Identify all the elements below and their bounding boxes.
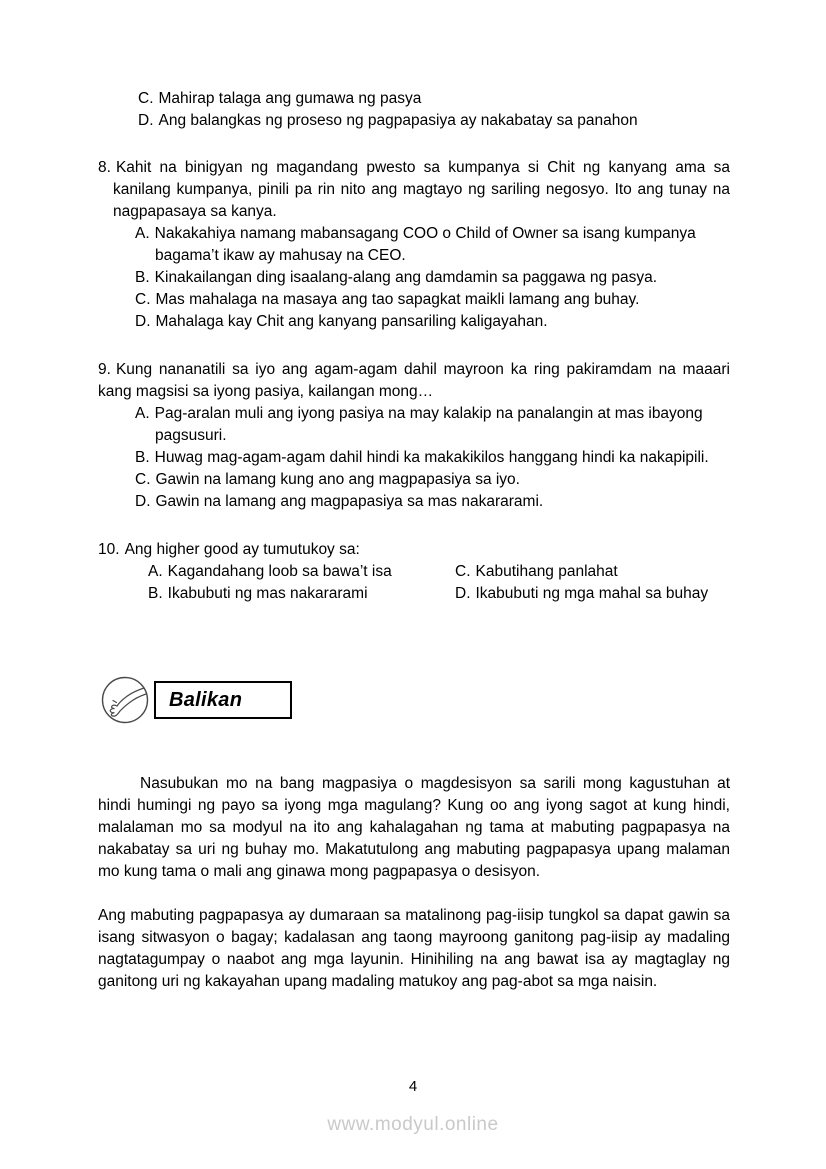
option-text: Ikabubuti ng mga mahal sa buhay xyxy=(475,585,709,602)
option-text: Kinakailangan ding isaalang-alang ang damdamin sa paggawa ng pasya. xyxy=(154,269,658,286)
question7-options xyxy=(138,88,730,132)
option-label: C. xyxy=(138,90,154,107)
option-text: Kabutihang panlahat xyxy=(475,563,618,580)
option-row xyxy=(455,561,730,583)
option-text: Gawin na lamang ang magpapasiya sa mas nakararami. xyxy=(155,493,544,510)
option-row xyxy=(455,583,730,605)
option-text: Mahalaga kay Chit ang kanyang pansariling kaligayahan. xyxy=(155,313,548,330)
option-row xyxy=(135,491,730,513)
option-text: Ang balangkas ng proseso ng pagpapasiya ay nakabatay sa panahon xyxy=(158,112,638,129)
option-label: C. xyxy=(135,471,151,488)
question-number: 10. xyxy=(98,541,120,558)
option-row xyxy=(138,110,730,132)
paragraph-1: Nasubukan mo na bang magpasiya o magdesisyon sa sarili mong kagustuhan at hindi humingi ng payo sa iyong mga magulang? Kung oo ang iyong sagot at kung hindi, malalaman mo sa modyul na ito ang kahalagahan ng tama at mabuting pagpapasya na nakabatay sa uri ng buhay mo. Makatutulong ang mabuting pagpapasya upang malaman mo kung tama o mali ang ginawa mong pagpapasya o desisyon. xyxy=(98,775,730,880)
option-row xyxy=(135,289,730,311)
question-9-options xyxy=(135,403,730,513)
paragraph-2: Ang mabuting pagpapasya ay dumaraan sa matalinong pag-iisip tungkol sa dapat gawin sa isang sitwasyon o bagay; kadalasan ang taong mayroong ganitong pag-iisip ay madaling nagtatagumpay o naabot ang mga layunin. Hinihiling na ang bawat isa ay magtaglay ng ganitong uri ng kakayahan upang madaling matukoy ang pag-abot sa mga naisin. xyxy=(98,907,730,990)
question-body: Kung nananatili sa iyo ang agam-agam dahil mayroon ka ring pakiramdam na maaari kang magsisi sa iyong pasiya, kailangan mong… xyxy=(98,361,730,400)
option-label: D. xyxy=(135,313,151,330)
option-label: D. xyxy=(455,585,471,602)
question-number: 8. xyxy=(98,159,111,176)
option-text: Mas mahalaga na masaya ang tao sapagkat maikli lamang ang buhay. xyxy=(155,291,640,308)
option-row xyxy=(135,403,730,447)
option-label: B. xyxy=(135,449,150,466)
option-label: A. xyxy=(135,405,150,422)
option-text: Mahirap talaga ang gumawa ng pasya xyxy=(158,90,422,107)
watermark: www.modyul.online xyxy=(327,1114,499,1135)
option-label: D. xyxy=(135,493,151,510)
option-label: C. xyxy=(455,563,471,580)
option-label: C. xyxy=(135,291,151,308)
option-row xyxy=(135,447,730,469)
question-body: Ang higher good ay tumutukoy sa: xyxy=(124,541,360,558)
section-header-balikan xyxy=(100,675,730,725)
page-content xyxy=(98,0,730,993)
option-row xyxy=(148,583,455,605)
option-row xyxy=(138,88,730,110)
option-label: B. xyxy=(148,585,163,602)
option-row xyxy=(135,469,730,491)
question-10-text xyxy=(98,539,730,561)
option-text: Pag-aralan muli ang iyong pasiya na may kalakip na panalangin at mas ibayong pagsusuri. xyxy=(154,405,703,444)
question-body: Kahit na binigyan ng magandang pwesto sa kumpanya si Chit ng kanyang ama sa kanilang kumpanya, pinili pa rin nito ang magtayo ng sariling negosyo. Ito ang tunay na nagpapasaya sa kanya. xyxy=(113,159,730,220)
hand-writing-icon xyxy=(100,675,150,725)
option-row xyxy=(135,267,730,289)
option-text: Gawin na lamang kung ano ang magpapasiya sa iyo. xyxy=(155,471,520,488)
question-8-options xyxy=(135,223,730,333)
option-text: Kagandahang loob sa bawa’t isa xyxy=(167,563,392,580)
option-text: Nakakahiya namang mabansagang COO o Child of Owner sa isang kumpanya bagama’t ikaw ay mahusay na CEO. xyxy=(154,225,696,264)
option-label: A. xyxy=(135,225,150,242)
option-label: A. xyxy=(148,563,163,580)
option-label: B. xyxy=(135,269,150,286)
option-text: Huwag mag-agam-agam dahil hindi ka makakikilos hanggang hindi ka nakapipili. xyxy=(154,449,709,466)
section-title: Balikan xyxy=(169,689,243,711)
option-text: Ikabubuti ng mas nakararami xyxy=(167,585,368,602)
question-9-text xyxy=(98,359,730,403)
question-8-text xyxy=(98,157,730,223)
page-number: 4 xyxy=(408,1078,418,1095)
question-10-options xyxy=(148,561,730,605)
option-row xyxy=(135,223,730,267)
option-row xyxy=(148,561,455,583)
question-number: 9. xyxy=(98,361,111,378)
option-row xyxy=(135,311,730,333)
option-label: D. xyxy=(138,112,154,129)
section-title-box xyxy=(154,681,292,719)
